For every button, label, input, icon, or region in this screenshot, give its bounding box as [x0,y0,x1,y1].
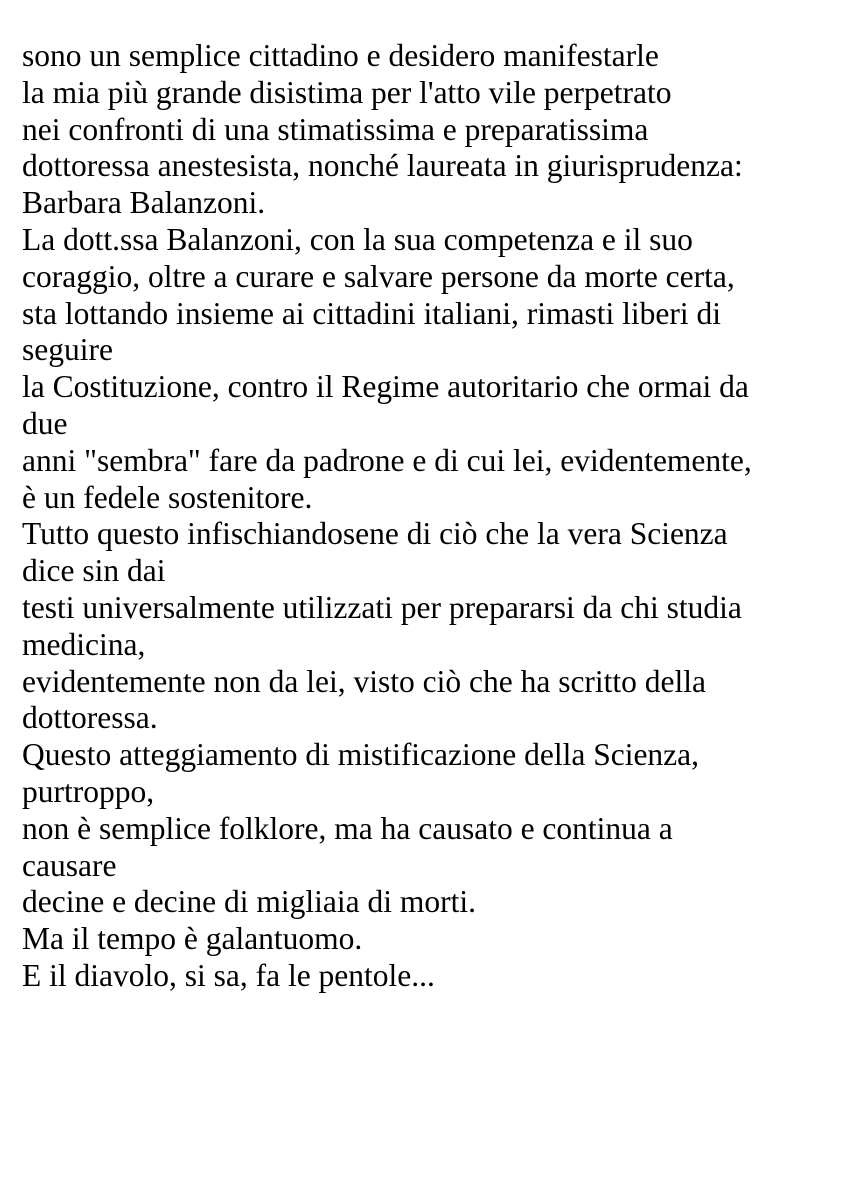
text-line: Questo atteggiamento di mistificazione della Scienza, [22,737,700,773]
text-line: coraggio, oltre a curare e salvare persone da morte certa, [22,258,735,294]
document-body [22,38,852,995]
text-line: Tutto questo infischiandosene di ciò che la vera Scienza [22,516,728,552]
text-line: evidentemente non da lei, visto ciò che ha scritto della [22,663,707,699]
text-line: E il diavolo, si sa, fa le pentole... [22,957,435,993]
text-line: dottoressa anestesista, nonché laureata in giurisprudenza: [22,148,743,184]
text-line: sono un semplice cittadino e desidero manifestarle [22,38,659,73]
text-line: La dott.ssa Balanzoni, con la sua competenza e il suo [22,221,693,257]
text-line: nei confronti di una stimatissima e preparatissima [22,111,649,147]
text-line: la Costituzione, contro il Regime autoritario che ormai da [22,369,749,405]
text-line: sta lottando insieme ai cittadini italiani, rimasti liberi di [22,295,721,331]
text-line: non è semplice folklore, ma ha causato e continua a [22,810,673,846]
text-line: due [22,405,68,441]
text-line: purtroppo, [22,773,155,809]
text-line: Barbara Balanzoni. [22,185,266,221]
text-line: decine e decine di migliaia di morti. [22,884,476,920]
text-line: la mia più grande disistima per l'atto vile perpetrato [22,74,672,110]
text-line: è un fedele sostenitore. [22,479,313,515]
text-line: dottoressa. [22,700,158,736]
text-line: testi universalmente utilizzati per prepararsi da chi studia [22,589,742,625]
text-line: seguire [22,332,113,368]
text-line: Ma il tempo è galantuomo. [22,921,363,957]
text-line: medicina, [22,626,146,662]
text-line: anni "sembra" fare da padrone e di cui lei, evidentemente, [22,442,752,478]
text-line: causare [22,847,117,883]
text-line: dice sin dai [22,553,166,589]
